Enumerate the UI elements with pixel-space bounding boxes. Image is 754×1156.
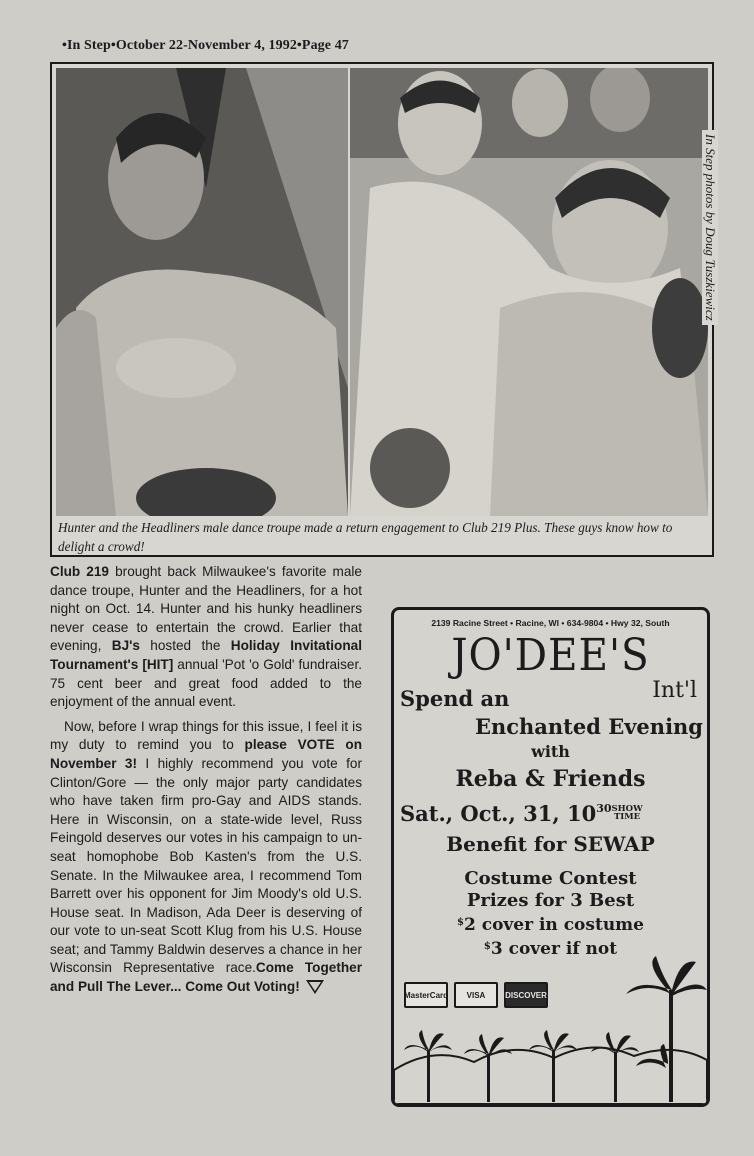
- discover-logo: DISCOVER: [504, 982, 548, 1008]
- ad-business-name: JO'DEE'S: [451, 630, 650, 681]
- ad-address: 2139 Racine Street • Racine, WI • 634-9804 • Hwy 32, South: [431, 618, 670, 628]
- ad-date-text: Sat., Oct., 31, 10: [400, 801, 597, 826]
- ad-time-word: TIME: [613, 812, 641, 822]
- payment-cards: [404, 982, 548, 1008]
- article-text-span: Club 219: [50, 564, 109, 579]
- ad-enchanted-line: Enchanted Evening: [474, 714, 703, 739]
- ad-performer-line: Reba & Friends: [455, 766, 646, 792]
- ad-intl-label: Int'l: [652, 678, 697, 703]
- ad-show-word: SHOW: [611, 804, 643, 814]
- ad-date-minutes: 30: [596, 802, 612, 815]
- photo-right-crowd: [350, 68, 708, 516]
- palm-trees-illustration: [394, 950, 707, 1104]
- ad-date-line: [400, 795, 707, 828]
- article-text-span: I highly recommend you vote for Clinton/Gore — the only major party candidates who have taken firm pro-Gay and AIDS stands. Here in Wisconsin, on a state-wide level, Russ Feingold deserves our votes in his campaign to un-seat homophobe Bob Kasten's from the U.S. Senate. In the Milwaukee area, I recommend Tom Barrett over his opponent for Jim Moody's old U.S. House seat. In Madison, Ada Deer is deserving of our vote to un-seat Scott Klug from his U.S. House seat; and Tammy Baldwin deserves a chance in her Wisconsin Representative race.: [50, 755, 362, 976]
- ad-showtime-label: [612, 805, 643, 821]
- article-paragraph-2: [50, 718, 362, 997]
- ad-cover-costume-text: 2 cover in costume: [463, 915, 644, 935]
- ad-dollar-sign: $: [457, 917, 464, 928]
- article-text-span: Holiday Invitational Tournament's [HIT]: [50, 638, 362, 672]
- ad-dollar-sign: $: [483, 941, 491, 952]
- article-text-span: please VOTE on November 3!: [50, 737, 362, 771]
- article-text-span: annual 'Pot 'o Gold' fundraiser. 75 cent beer and great food added to the enjoyment of the annual event.: [50, 656, 362, 710]
- visa-logo: VISA: [454, 982, 498, 1008]
- article-text-span: hosted the: [139, 638, 231, 654]
- article-closing-slogan: Come Together and Pull The Lever... Come Out Voting!: [50, 960, 362, 995]
- page-header: •In Step•October 22-November 4, 1992•Page 47: [62, 38, 349, 53]
- end-mark-triangle-icon: [306, 980, 324, 994]
- article-paragraph-1: [50, 563, 362, 712]
- article-text-span: Now, before I wrap things for this issue, I feel it is my duty to remind you to: [50, 718, 362, 753]
- ad-cover-costume-line: [394, 912, 707, 936]
- photo-block: [50, 62, 718, 557]
- ad-benefit-line: Benefit for SEWAP: [446, 832, 655, 856]
- photo-left-dancer: [56, 68, 348, 516]
- ad-cover-no-costume-text: 3 cover if not: [490, 939, 618, 959]
- photo-caption: Hunter and the Headliners male dance troupe made a return engagement to Club 219 Plus. These guys know how to delight a crowd!: [58, 520, 673, 554]
- photo-left-illustration: [56, 68, 348, 516]
- ad-spend-line: Spend an: [400, 686, 510, 711]
- jodees-advertisement: [391, 607, 710, 1107]
- ad-contest-line: Costume Contest: [464, 868, 637, 889]
- ad-with-line: with: [531, 742, 570, 761]
- photo-credit: In Step photos by Doug Tuszkiewicz: [702, 130, 718, 325]
- article-column: [50, 563, 362, 997]
- article-text-span: brought back Milwaukee's favorite male dance troupe, Hunter and the Headliners, for a hot night on Oct. 14. Hunter and his hunky headliners never cease to entertain the crowd. Earlier that evening,: [50, 564, 362, 654]
- ad-prizes-line: Prizes for 3 Best: [466, 890, 635, 911]
- article-text-span: BJ's: [111, 638, 140, 654]
- photo-right-illustration: [350, 68, 708, 516]
- mastercard-logo: MasterCard: [404, 982, 448, 1008]
